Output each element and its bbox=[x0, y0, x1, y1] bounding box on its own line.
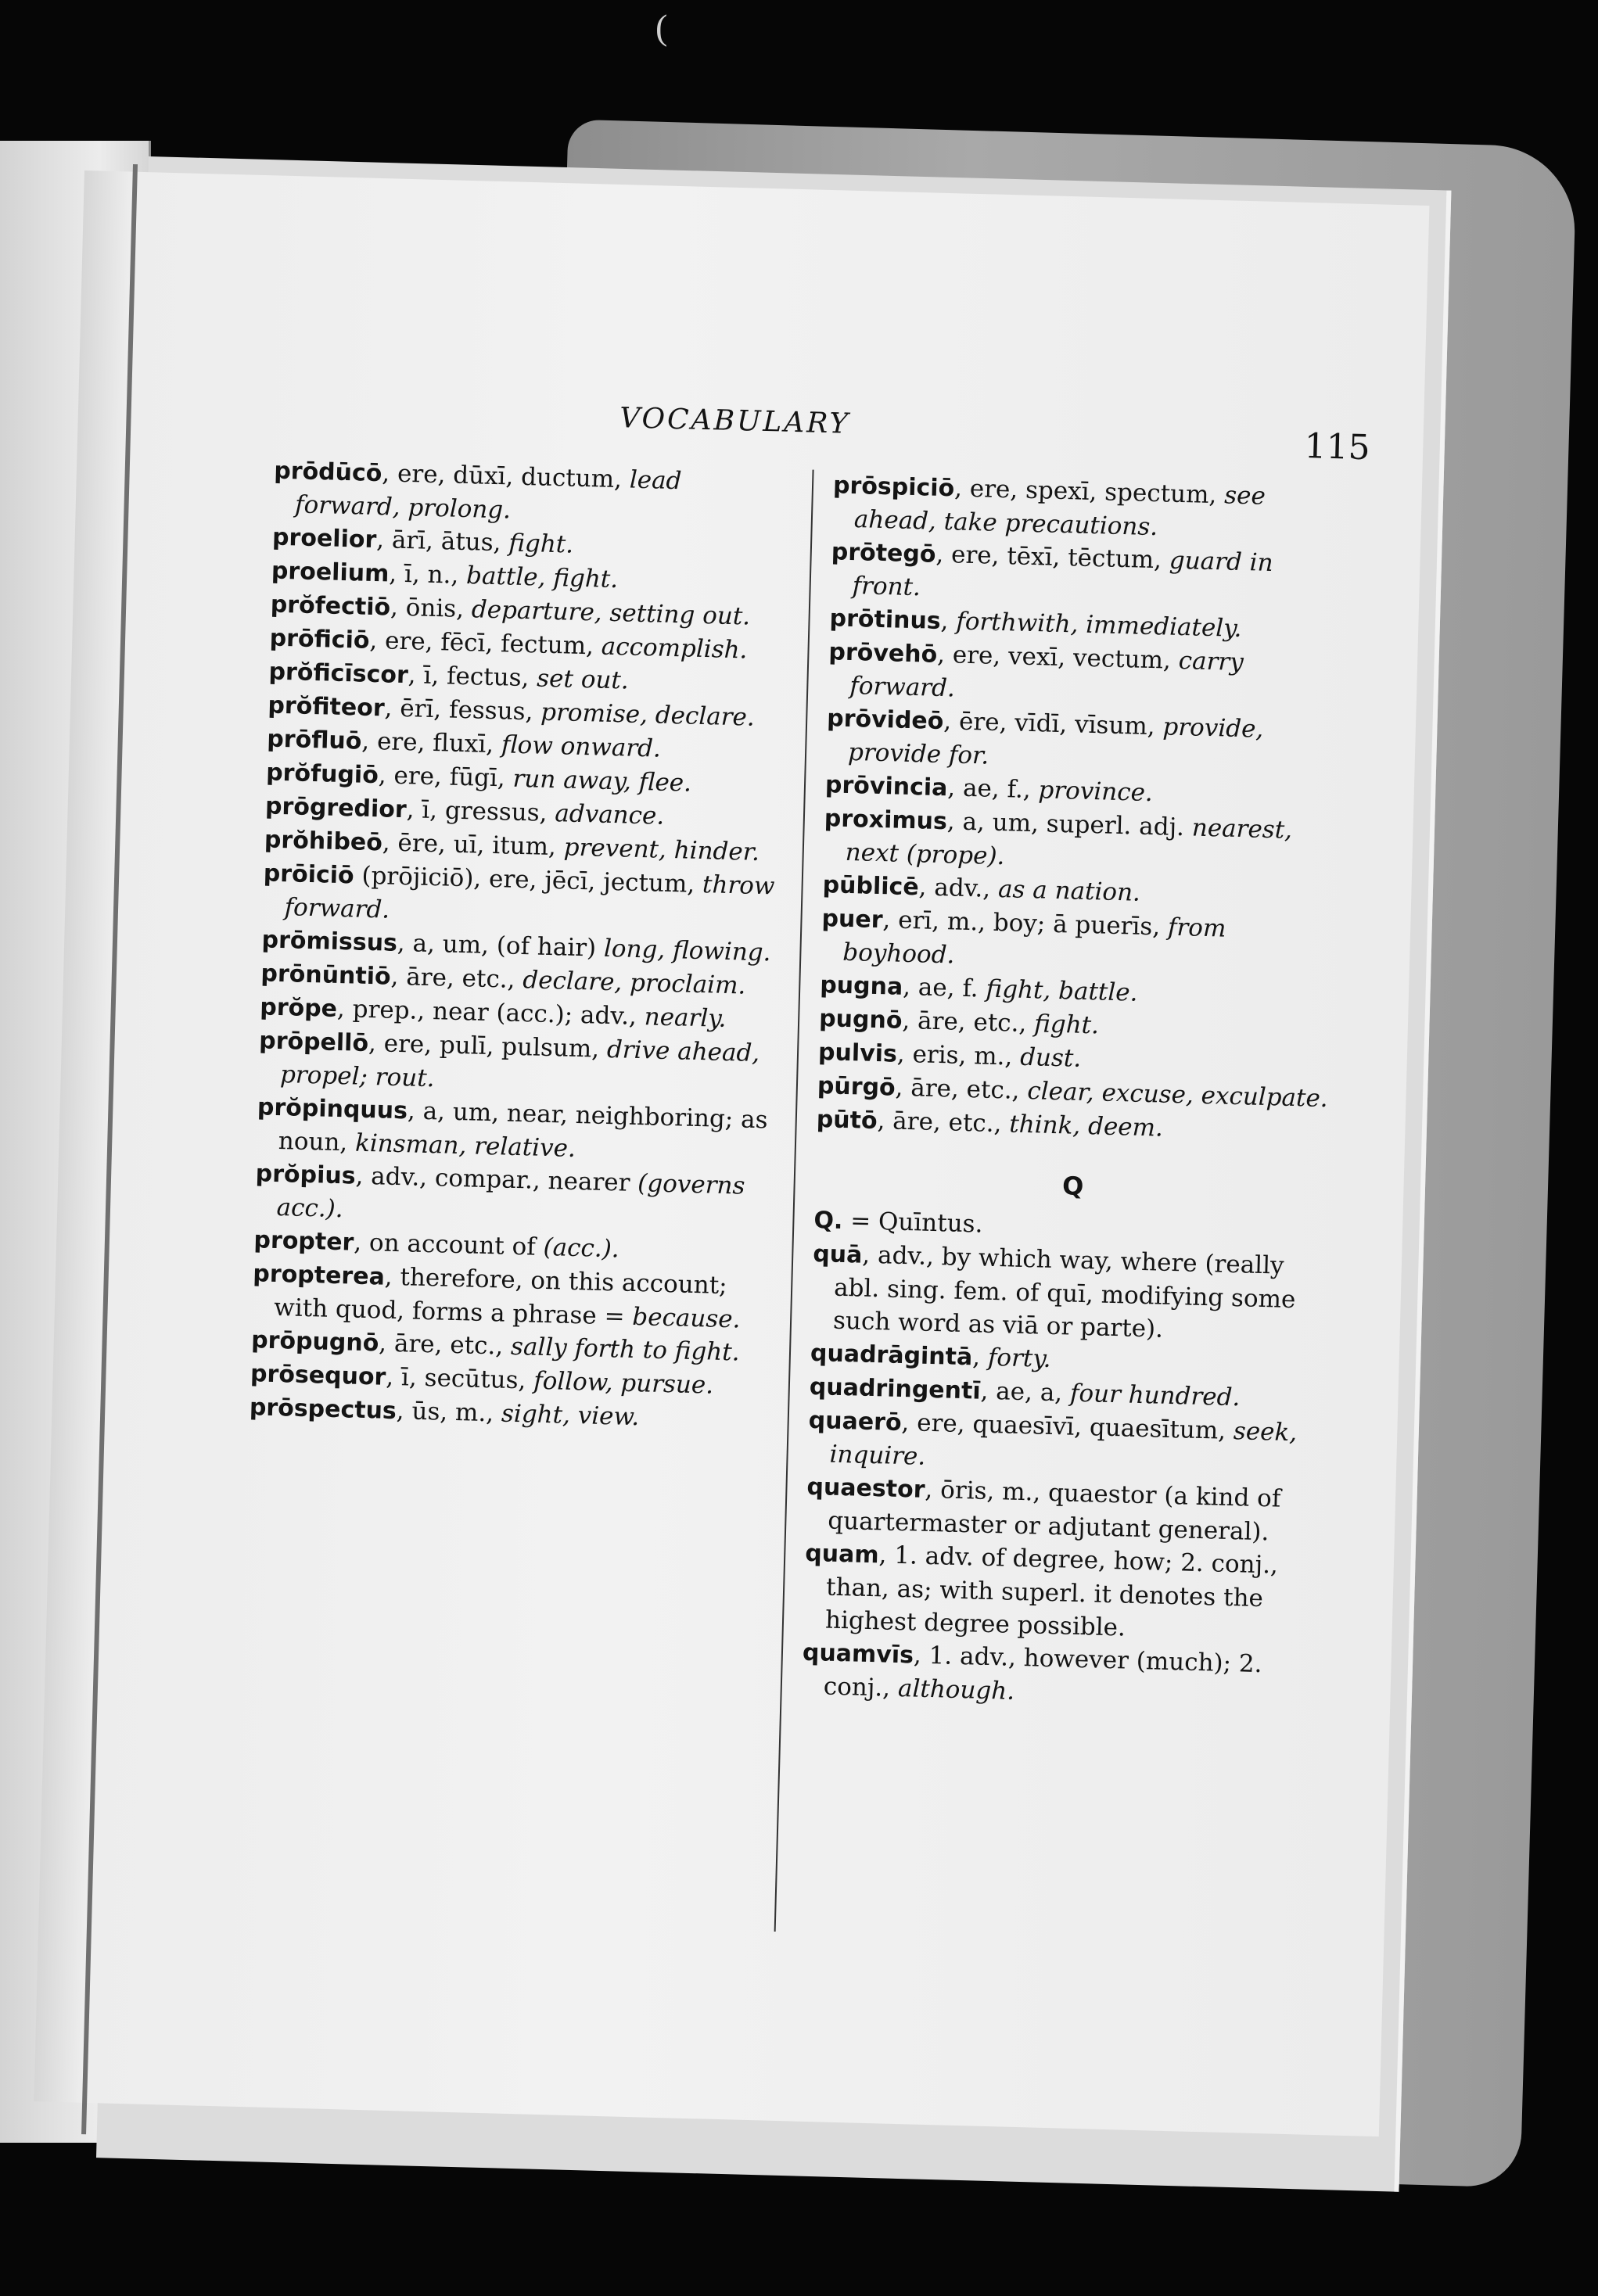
headword: prōvideō bbox=[826, 705, 944, 736]
entry-definition: sight, view. bbox=[501, 1399, 640, 1432]
entry-grammar: (prōjiciō), ere, jēcī, jectum, bbox=[354, 861, 703, 899]
entry-definition: declare, proclaim. bbox=[522, 966, 746, 1000]
headword: pūtō bbox=[816, 1106, 878, 1135]
headword: prŏfiteor bbox=[268, 691, 386, 723]
headword: proelium bbox=[271, 557, 390, 588]
entry-grammar: , āre, etc., bbox=[390, 962, 523, 995]
headword: quam bbox=[804, 1539, 880, 1570]
entry-grammar: , āre, etc., bbox=[378, 1329, 512, 1361]
headword: quā bbox=[812, 1239, 863, 1269]
entry-grammar: , ere, fluxī, bbox=[361, 726, 502, 759]
entry-grammar: , a, um, near, neighboring; as noun, bbox=[278, 1096, 768, 1157]
headword: pūblicē bbox=[822, 871, 920, 902]
entry-grammar: , ere, vexī, vectum, bbox=[936, 640, 1180, 675]
entry-grammar: , adv., compar., nearer bbox=[355, 1161, 638, 1198]
p-entries bbox=[816, 468, 1349, 1150]
dictionary-entry bbox=[803, 1537, 1322, 1649]
headword: proelior bbox=[271, 523, 377, 554]
entry-grammar: , bbox=[971, 1343, 989, 1372]
headword: prōnūntiō bbox=[260, 960, 392, 991]
entry-grammar: , ī, secūtus, bbox=[385, 1362, 534, 1395]
entry-grammar: , ūs, m., bbox=[396, 1397, 502, 1428]
entry-grammar: = Quīntus. bbox=[842, 1206, 983, 1239]
entry-grammar: , ōris, m., quaestor (a kind of quartermaster or adjutant general). bbox=[827, 1475, 1281, 1547]
entry-definition: advance. bbox=[554, 799, 665, 831]
scan-mark: ( bbox=[655, 7, 668, 47]
entry-definition: seek, inquire. bbox=[829, 1417, 1298, 1471]
q-entries bbox=[801, 1204, 1330, 1716]
headword: pugnō bbox=[818, 1005, 903, 1035]
headword: prŏpinquus bbox=[257, 1093, 408, 1125]
entry-grammar: , ī, gressus, bbox=[406, 795, 555, 828]
entry-definition: run away, flee. bbox=[512, 764, 692, 798]
entry-grammar: , ārī, ātus, bbox=[375, 526, 509, 558]
entry-definition: fight. bbox=[1033, 1010, 1100, 1040]
headword: prōiciō bbox=[263, 859, 355, 890]
right-column bbox=[801, 468, 1349, 1716]
entry-definition: think, deem. bbox=[1008, 1110, 1164, 1143]
headword: prŏpius bbox=[255, 1160, 357, 1190]
headword: prōspiciō bbox=[832, 472, 955, 503]
entry-grammar: , ae, a, bbox=[980, 1376, 1071, 1408]
entry-definition: although. bbox=[897, 1674, 1015, 1706]
headword: prōdūcō bbox=[273, 457, 382, 488]
entry-definition: nearest, next (prope). bbox=[845, 813, 1293, 871]
running-head: VOCABULARY bbox=[619, 402, 851, 440]
headword: Q. bbox=[813, 1206, 843, 1235]
headword: prŏfectiō bbox=[270, 590, 391, 622]
entry-grammar: , āre, etc., bbox=[902, 1006, 1035, 1039]
headword: puer bbox=[821, 905, 883, 935]
entry-definition: flow onward. bbox=[501, 730, 662, 763]
headword: prōfluō bbox=[266, 725, 362, 755]
entry-grammar: , eris, m., bbox=[896, 1039, 1021, 1071]
entry-grammar: , adv., bbox=[918, 873, 999, 903]
entry-definition: carry forward. bbox=[849, 646, 1244, 703]
headword: prŏficīscor bbox=[268, 658, 409, 690]
headword: prōpellō bbox=[258, 1027, 369, 1057]
entry-definition: long, flowing. bbox=[603, 934, 771, 967]
entry-definition: promise, declare. bbox=[540, 698, 756, 732]
headword: propter bbox=[253, 1226, 354, 1257]
entry-grammar: , erī, m., boy; ā puerīs, bbox=[882, 906, 1169, 942]
entry-definition: fight, battle. bbox=[986, 974, 1138, 1007]
entry-definition: clear, excuse, exculpate. bbox=[1026, 1077, 1329, 1114]
entry-definition: throw forward. bbox=[284, 870, 775, 924]
dictionary-entry bbox=[801, 1636, 1319, 1716]
headword: prōmissus bbox=[261, 926, 398, 957]
headword: prōpugnō bbox=[250, 1326, 379, 1358]
entry-grammar: , therefore, on this account; with quod, forms a phrase = bbox=[273, 1262, 728, 1331]
entry-definition: set out. bbox=[536, 664, 630, 695]
entry-definition: (acc.). bbox=[543, 1232, 620, 1264]
entry-definition: province. bbox=[1038, 776, 1154, 808]
entry-grammar: , ae, f. bbox=[902, 972, 987, 1003]
entry-definition: nearly. bbox=[644, 1003, 727, 1033]
entry-grammar: , 1. adv., however (much); 2. conj., bbox=[823, 1641, 1262, 1702]
entry-grammar: , on account of bbox=[353, 1228, 544, 1261]
headword: proximus bbox=[824, 805, 948, 836]
headword: prŏpe bbox=[259, 993, 338, 1023]
headword: prōtegō bbox=[831, 538, 936, 569]
entry-grammar: , a, um, superl. adj. bbox=[946, 807, 1193, 842]
section-heading-q: Q bbox=[1061, 1171, 1084, 1201]
headword: prŏfugiō bbox=[265, 759, 379, 790]
headword: prōsequor bbox=[250, 1360, 386, 1391]
entry-grammar: , bbox=[940, 606, 957, 636]
entry-definition: forty. bbox=[987, 1343, 1052, 1373]
entry-grammar: , ere, spexī, spectum, bbox=[953, 474, 1225, 510]
entry-grammar: , āre, etc., bbox=[895, 1073, 1028, 1106]
headword: quadringentī bbox=[809, 1372, 982, 1405]
entry-grammar: , āre, etc., bbox=[877, 1107, 1010, 1139]
headword: prōficiō bbox=[269, 624, 370, 655]
headword: prōgredior bbox=[264, 792, 408, 824]
entry-grammar: , ēre, uī, itum, bbox=[382, 828, 565, 862]
entry-grammar: , ī, n., bbox=[388, 559, 467, 590]
entry-definition: battle, fight. bbox=[465, 561, 619, 594]
entry-grammar: , ere, fēcī, fectum, bbox=[369, 626, 602, 661]
headword: quaerō bbox=[808, 1406, 903, 1437]
entry-definition: departure, setting out. bbox=[471, 595, 751, 631]
entry-grammar: , ere, quaesīvī, quaesītum, bbox=[901, 1408, 1234, 1446]
entry-grammar: , ere, dūxī, ductum, bbox=[381, 459, 630, 494]
entry-grammar: , prep., near (acc.); adv., bbox=[336, 994, 645, 1031]
entry-definition: from boyhood. bbox=[842, 913, 1226, 970]
headword: prōvincia bbox=[824, 771, 948, 802]
dictionary-entry bbox=[811, 1237, 1330, 1350]
headword: prōvehō bbox=[828, 638, 938, 669]
page-text bbox=[158, 360, 1388, 1954]
entry-definition: accomplish. bbox=[601, 632, 748, 665]
headword: prŏhibeō bbox=[264, 826, 383, 857]
entry-grammar: , ere, pulī, pulsum, bbox=[368, 1028, 608, 1064]
entry-definition: see ahead, take precautions. bbox=[853, 481, 1266, 542]
entry-grammar: , ere, tēxī, tēctum, bbox=[935, 540, 1170, 575]
headword: pūrgō bbox=[817, 1072, 896, 1102]
entry-definition: four hundred. bbox=[1069, 1379, 1241, 1412]
entry-definition: drive ahead, propel; rout. bbox=[279, 1035, 760, 1093]
entry-grammar: , ērī, fessus, bbox=[384, 694, 541, 726]
entry-grammar: , ī, fectus, bbox=[408, 661, 537, 693]
entry-grammar: , adv., by which way, where (really abl. sing. fem. of quī, modifying some such word as viā or parte). bbox=[832, 1240, 1296, 1344]
entry-definition: because. bbox=[631, 1302, 741, 1334]
page-number: 115 bbox=[1303, 426, 1371, 468]
headword: pugna bbox=[819, 971, 903, 1001]
headword: pulvis bbox=[817, 1039, 898, 1068]
entry-definition: provide, provide for. bbox=[847, 712, 1264, 770]
entry-definition: prevent, hinder. bbox=[563, 833, 760, 866]
entry-grammar: , ēre, vīdī, vīsum, bbox=[943, 707, 1163, 741]
entry-definition: guard in front. bbox=[852, 546, 1274, 602]
entry-definition: kinsman, relative. bbox=[354, 1128, 576, 1163]
entry-definition: lead forward, prolong. bbox=[294, 465, 682, 525]
left-column bbox=[249, 454, 790, 1438]
entry-definition: dust. bbox=[1019, 1042, 1082, 1073]
headword: quadrāgintā bbox=[810, 1339, 973, 1372]
entry-definition: as a nation. bbox=[997, 874, 1141, 907]
headword: prōtinus bbox=[829, 604, 942, 635]
entry-definition: forthwith, immediately. bbox=[955, 607, 1242, 644]
headword: prōspectus bbox=[249, 1394, 397, 1426]
entry-grammar: , a, um, (of hair) bbox=[397, 928, 605, 963]
entry-definition: follow, pursue. bbox=[533, 1366, 714, 1400]
headword: propterea bbox=[252, 1260, 386, 1291]
entry-grammar: , ōnis, bbox=[390, 593, 472, 624]
entry-grammar: , ae, f., bbox=[946, 773, 1040, 805]
entry-definition: fight. bbox=[508, 529, 574, 559]
entry-grammar: , ere, fūgī, bbox=[378, 761, 514, 793]
headword: quaestor bbox=[806, 1473, 925, 1504]
entry-grammar: , 1. adv. of degree, how; 2. conj., than, as; with superl. it denotes the highest degree possible. bbox=[824, 1541, 1279, 1642]
entry-definition: sally forth to fight. bbox=[510, 1332, 741, 1367]
headword: quamvīs bbox=[802, 1638, 914, 1670]
entry-definition: (governs acc.). bbox=[276, 1169, 745, 1224]
